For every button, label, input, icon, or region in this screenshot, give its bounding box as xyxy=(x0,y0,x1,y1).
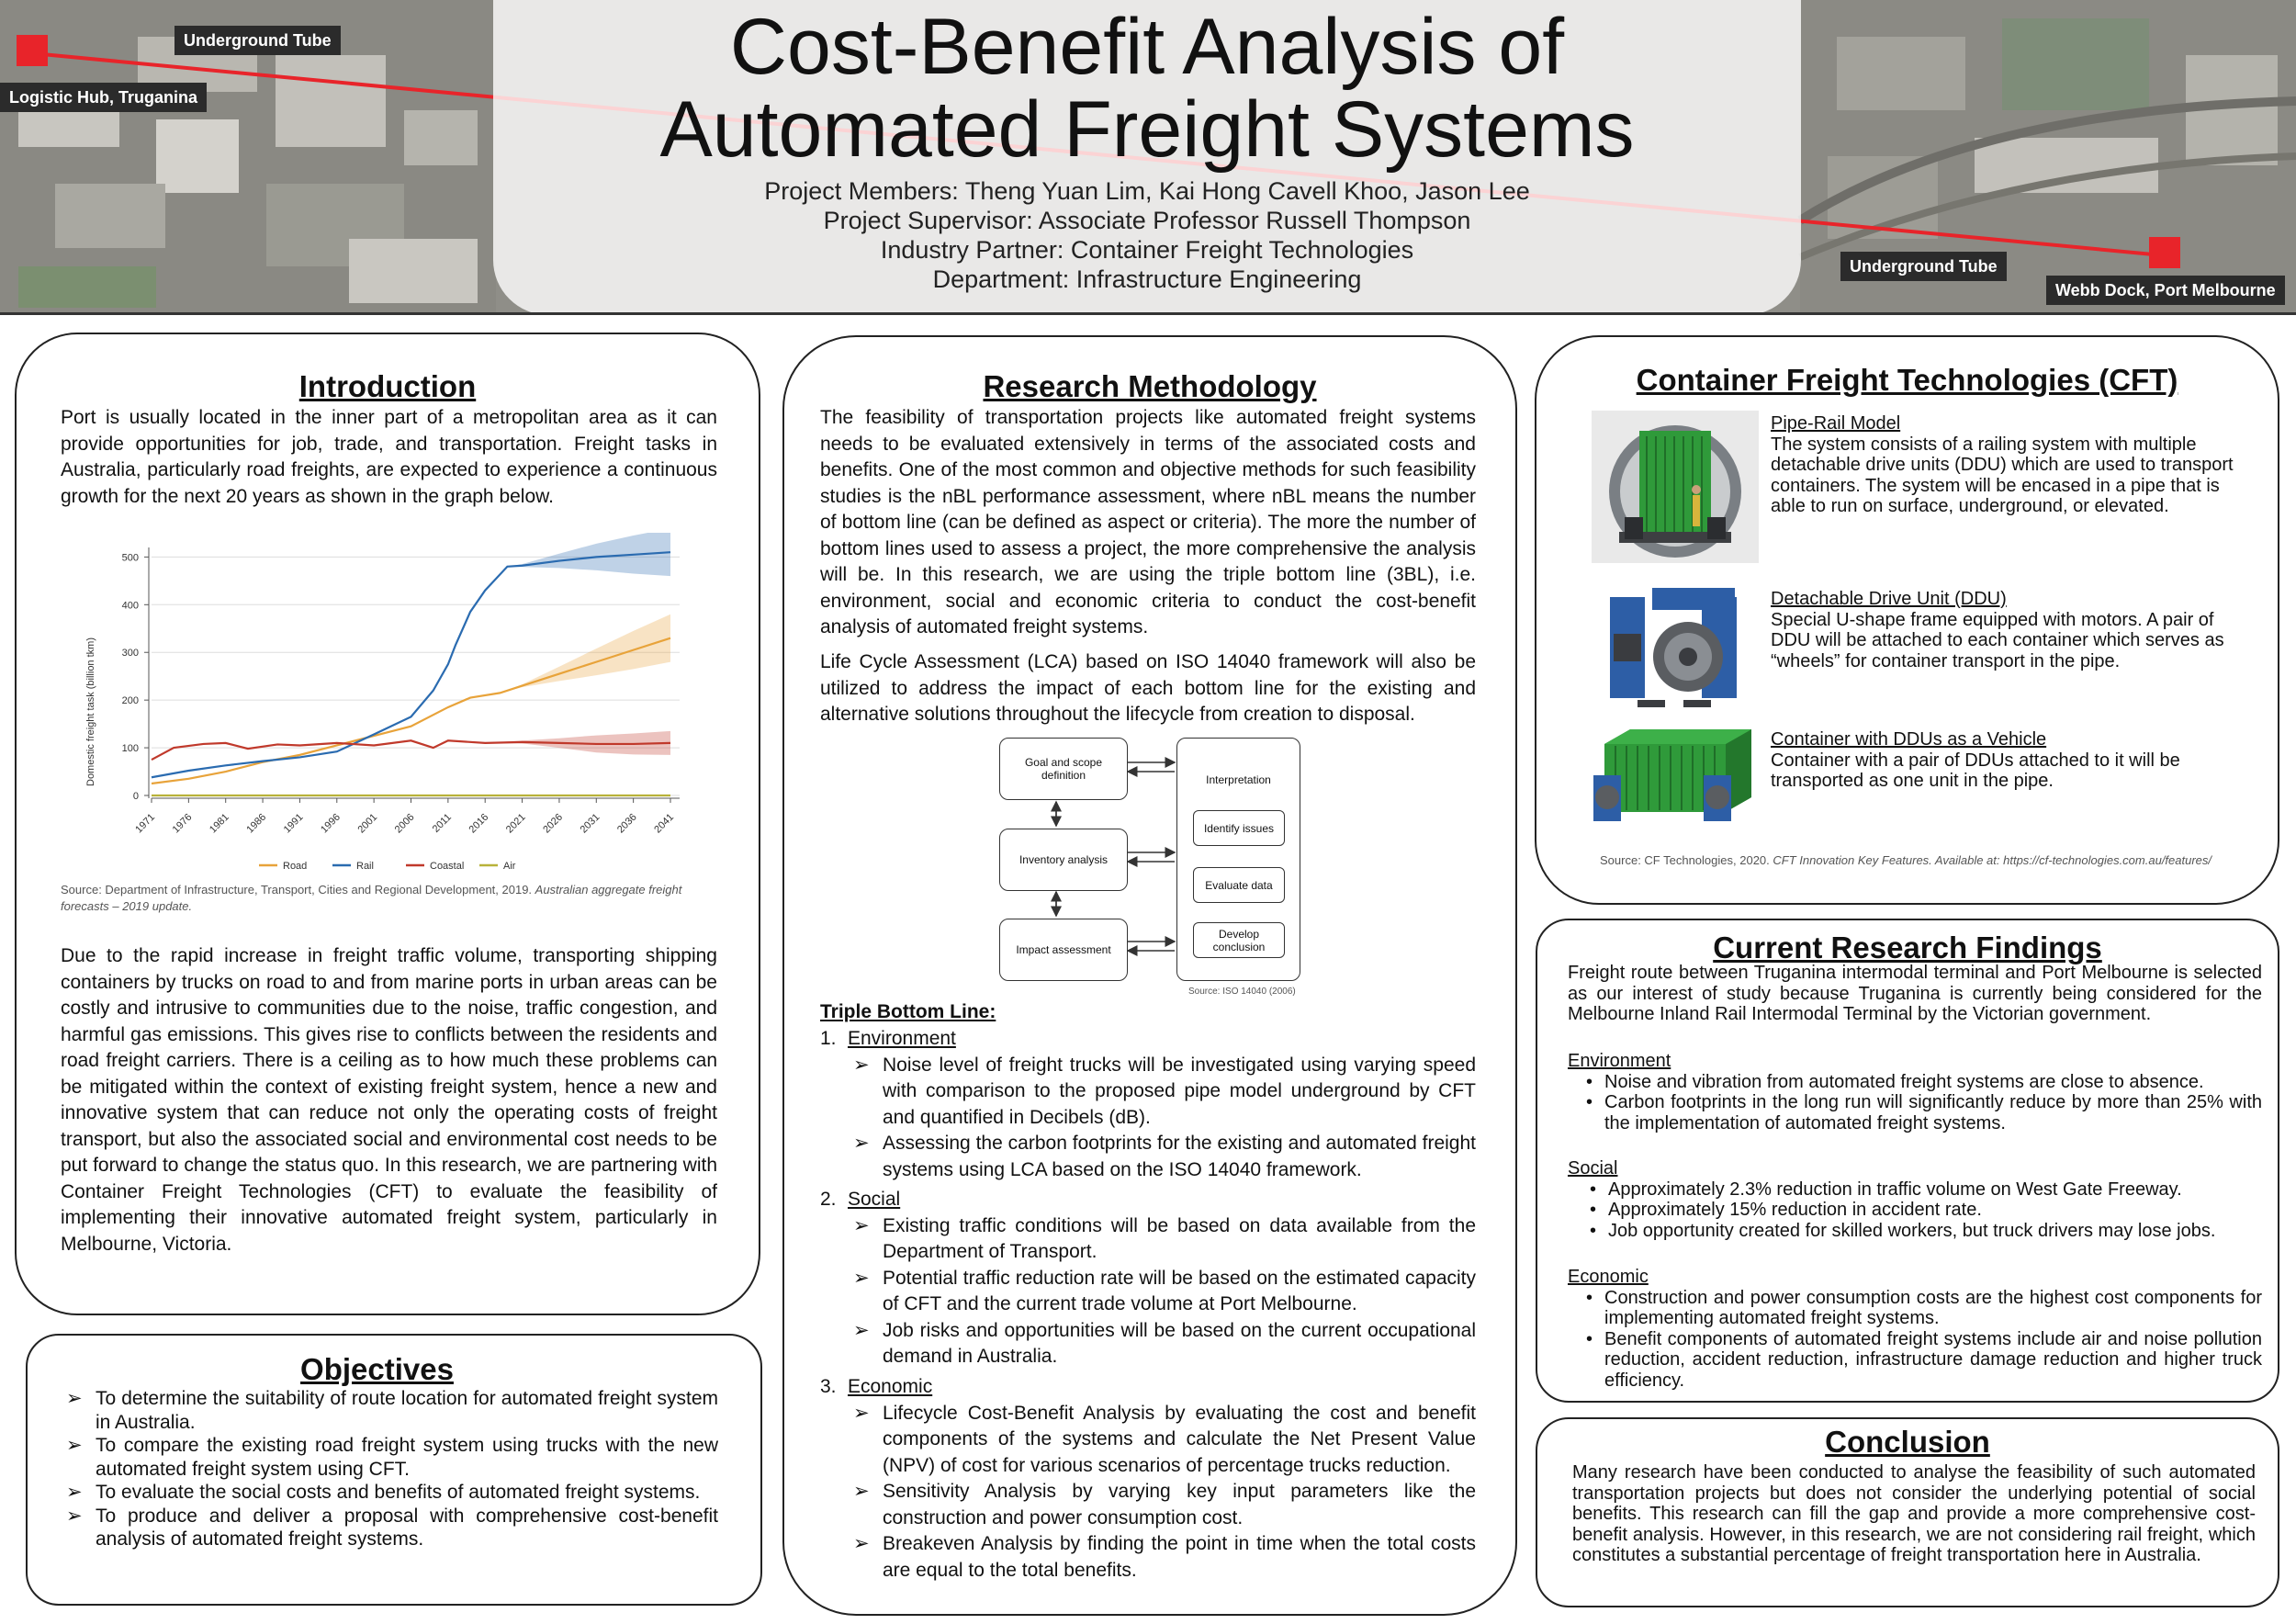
lca-identify-box: Identify issues xyxy=(1193,810,1285,846)
cft-item-text: Container with a pair of DDUs attached to it will be transported as one unit in the pipe. xyxy=(1771,750,2180,791)
container-ddu-image xyxy=(1593,724,1751,830)
tbl-item: ➢ Assessing the carbon footprints for the existing and automated freight systems using LCA based on the ISO 14040 framework. xyxy=(848,1131,1476,1183)
hub-marker xyxy=(17,35,48,66)
chart-y-tick-label: 300 xyxy=(121,648,139,660)
objective-item: ➢ To produce and deliver a proposal with comprehensive cost-benefit analysis of automated freight systems. xyxy=(61,1505,718,1551)
chart-legend-label-coastal: Coastal xyxy=(430,861,465,872)
chart-x-tick-label: 2031 xyxy=(578,811,602,836)
map-label-tube-right: Underground Tube xyxy=(1840,252,2007,281)
objectives-list xyxy=(61,1387,718,1551)
tbl-group-economic xyxy=(820,1374,1476,1584)
map-label-tube-left: Underground Tube xyxy=(174,26,341,55)
chart-x-tick-label: 1991 xyxy=(281,811,306,836)
findings-social-list xyxy=(1568,1179,2262,1242)
chart-y-tick-label: 0 xyxy=(132,791,139,802)
findings-group-social xyxy=(1568,1158,2262,1241)
lca-evaluate-box: Evaluate data xyxy=(1193,867,1285,903)
chart-legend-label-rail: Rail xyxy=(356,861,374,872)
findings-economic-list xyxy=(1568,1288,2262,1392)
objective-item: ➢ To compare the existing road freight system using trucks with the new automated freight system using CFT. xyxy=(61,1434,718,1481)
conclusion-title: Conclusion xyxy=(1825,1425,1990,1459)
objectives-title: Objectives xyxy=(300,1352,454,1386)
findings-group-economic xyxy=(1568,1267,2262,1391)
lca-source: Source: ISO 14040 (2006) xyxy=(1188,987,1296,997)
cft-item-container xyxy=(1771,729,2248,792)
poster-header xyxy=(0,0,2296,315)
industry-partner: Industry Partner: Container Freight Technologies xyxy=(880,236,1414,264)
tbl-group-number: 3. xyxy=(820,1376,837,1397)
introduction-chart-source xyxy=(61,882,722,915)
chart-x-tick-label: 2011 xyxy=(430,811,454,835)
findings-item: • Job opportunity created for skilled workers, but truck drivers may lose jobs. xyxy=(1571,1221,2262,1242)
tbl-item: ➢ Existing traffic conditions will be based on data available from the Department of Transport. xyxy=(848,1213,1476,1266)
chart-x-tick-label: 2041 xyxy=(652,811,677,836)
findings-title: Current Research Findings xyxy=(1713,930,2102,964)
chart-y-tick-label: 100 xyxy=(121,743,139,755)
tbl-item: ➢ Lifecycle Cost-Benefit Analysis by evaluating the cost and benefit components of the systems and calculate the Net Present Value (NPV) of cost for various scenarios of percentage trucks reduction. xyxy=(848,1401,1476,1480)
cft-source-plain: Source: CF Technologies, 2020. xyxy=(1600,853,1773,867)
findings-item: • Approximately 15% reduction in accident rate. xyxy=(1571,1200,2262,1221)
project-supervisor: Project Supervisor: Associate Professor Russell Thompson xyxy=(823,207,1471,234)
poster-title-line-1: Cost-Benefit Analysis of xyxy=(729,3,1565,91)
chart-y-tick-label: 500 xyxy=(121,552,139,564)
tbl-economic-list xyxy=(848,1401,1476,1585)
chart-x-tick-label: 2021 xyxy=(503,811,528,836)
introduction-source-plain: Source: Department of Infrastructure, Transport, Cities and Regional Development, 2019. xyxy=(61,883,535,897)
findings-item: • Construction and power consumption costs are the highest cost components for implementing automated freight systems. xyxy=(1568,1288,2262,1329)
chart-x-tick-label: 2036 xyxy=(614,811,639,836)
findings-item: • Noise and vibration from automated freight systems are close to absence. xyxy=(1568,1072,2262,1093)
chart-legend-label-air: Air xyxy=(503,861,516,872)
cft-item-text: Special U-shape frame equipped with motors. A pair of DDU will be attached to each container which serves as “wheels” for container transport in the pipe. xyxy=(1771,609,2224,671)
poster-title-line-2: Automated Freight Systems xyxy=(659,85,1635,174)
tbl-item: ➢ Job risks and opportunities will be based on the current occupational demand in Australia. xyxy=(848,1318,1476,1370)
tbl-item: ➢ Potential traffic reduction rate will be based on the estimated capacity of CFT and the current trade volume at Port Melbourne. xyxy=(848,1266,1476,1318)
findings-group-label: Economic xyxy=(1568,1267,1649,1287)
tbl-item: ➢ Sensitivity Analysis by varying key input parameters like the construction and power consumption cost. xyxy=(848,1479,1476,1531)
cft-item-heading: Pipe-Rail Model xyxy=(1771,413,1901,434)
chart-x-tick-label: 1976 xyxy=(170,811,195,836)
chart-legend-label-road: Road xyxy=(283,861,308,872)
ddu-image xyxy=(1601,579,1748,726)
chart-band-coastal xyxy=(152,731,670,760)
tbl-group-environment xyxy=(820,1026,1476,1183)
tbl-environment-list xyxy=(848,1053,1476,1184)
findings-group-label: Environment xyxy=(1568,1051,1671,1071)
department: Department: Infrastructure Engineering xyxy=(932,265,1362,293)
tbl-group-heading xyxy=(820,1374,1476,1401)
methodology-title: Research Methodology xyxy=(983,369,1317,403)
cft-item-text: The system consists of a railing system with multiple detachable drive units (DDU) which are used to transport containers. The system will be encased in a pipe that is able to run on surface, underground, or elevated. xyxy=(1771,434,2234,516)
chart-x-tick-label: 2006 xyxy=(392,811,417,836)
pipe-rail-image xyxy=(1592,411,1759,563)
introduction-paragraph-1: Port is usually located in the inner part of a metropolitan area as it can provide opportunities for job, trade, and transportation. Freight tasks in Australia, particularly road freights, are expected to experience a continuous growth for the next 20 years as shown in the graph below. xyxy=(61,407,717,507)
findings-intro: Freight route between Truganina intermodal terminal and Port Melbourne is selected as our interest of study because Truganina is currently being considered for the Melbourne Inland Rail Intermodal Terminal by the Victorian government. xyxy=(1568,963,2262,1024)
lca-develop-box: Develop conclusion xyxy=(1193,922,1285,958)
methodology-paragraph-2: Life Cycle Assessment (LCA) based on ISO 14040 framework will also be utilized to address the impact of each bottom line for the existing and alternative solutions throughout the lifecycle from creation to disposal. xyxy=(820,651,1476,725)
tbl-social-list xyxy=(848,1213,1476,1370)
lca-goal-box: Goal and scope definition xyxy=(999,738,1128,800)
lca-inventory-box: Inventory analysis xyxy=(999,829,1128,891)
dock-marker xyxy=(2149,237,2180,268)
cft-item-ddu xyxy=(1771,589,2248,671)
tbl-group-heading xyxy=(820,1187,1476,1213)
lca-impact-box: Impact assessment xyxy=(999,919,1128,981)
chart-x-tick-label: 1981 xyxy=(208,811,231,836)
tbl-group-label: Environment xyxy=(848,1028,956,1049)
chart-x-tick-label: 2016 xyxy=(467,811,491,836)
findings-group-environment xyxy=(1568,1051,2262,1133)
tbl-group-label: Economic xyxy=(848,1376,933,1397)
chart-y-tick-label: 200 xyxy=(121,695,139,707)
cft-title: Container Freight Technologies (CFT) xyxy=(1636,363,2178,397)
tbl-group-number: 1. xyxy=(820,1028,837,1049)
chart-x-tick-label: 1971 xyxy=(133,811,158,836)
chart-x-tick-label: 2026 xyxy=(541,811,566,836)
tbl-item: ➢ Breakeven Analysis by finding the point in time when the total costs are equal to the total benefits. xyxy=(848,1531,1476,1584)
tbl-group-social xyxy=(820,1187,1476,1370)
project-members: Project Members: Theng Yuan Lim, Kai Hong Cavell Khoo, Jason Lee xyxy=(764,177,1530,205)
objective-item: ➢ To evaluate the social costs and benefits of automated freight systems. xyxy=(61,1481,718,1505)
tbl-group-heading xyxy=(820,1026,1476,1053)
chart-band-road xyxy=(152,615,670,784)
lca-diagram xyxy=(992,735,1304,1001)
findings-item: • Benefit components of automated freight systems include air and noise pollution reduction, accident reduction, infrastructure damage reduction and higher truck efficiency. xyxy=(1568,1329,2262,1392)
cft-item-heading: Container with DDUs as a Vehicle xyxy=(1771,729,2047,750)
conclusion-text: Many research have been conducted to analyse the feasibility of such automated transportation projects but does not consider the underlying potential of social benefits. This research can fill the gap and provide a more comprehensive cost-benefit analysis. However, in this research, we are not considering rail freight, which constitutes a substantial percentage of freight transportation here in Australia. xyxy=(1572,1462,2256,1565)
chart-ylabel: Domestic freight task (billion tkm) xyxy=(85,637,96,786)
findings-item: • Carbon footprints in the long run will significantly reduce by more than 25% with the implementation of automated freight systems. xyxy=(1568,1092,2262,1133)
chart-x-tick-label: 1996 xyxy=(319,811,343,836)
triple-bottom-line-heading: Triple Bottom Line: xyxy=(820,1001,996,1022)
findings-group-label: Social xyxy=(1568,1158,1618,1179)
cft-source xyxy=(1600,852,2261,869)
objective-item: ➢ To determine the suitability of route location for automated freight system in Australia. xyxy=(61,1387,718,1434)
findings-environment-list xyxy=(1568,1072,2262,1134)
cft-source-italic: CFT Innovation Key Features. Available at: https://cf-technologies.com.au/features/ xyxy=(1773,853,2212,867)
findings-item: • Approximately 2.3% reduction in traffic volume on West Gate Freeway. xyxy=(1571,1179,2262,1201)
cft-item-pipe-rail xyxy=(1771,413,2248,517)
chart-x-tick-label: 1986 xyxy=(244,811,269,836)
map-label-dock: Webb Dock, Port Melbourne xyxy=(2046,276,2285,305)
chart-y-tick-label: 400 xyxy=(121,600,139,612)
introduction-paragraph-2: Due to the rapid increase in freight traffic volume, transporting shipping containers by trucks on road to and from marine ports in urban areas can be costly and intrusive to communities due to the noise, traffic congestion, and harmful gas emissions. This gives rise to conflicts between the residents and road freight carriers. There is a ceiling as to how much these problems can be mitigated within the context of existing freight system, hence a new and innovative system that can reduce not only the operating costs of freight transport, but also the associated social and environmental cost needs to be put forward to change the status quo. In this research, we are partnering with Container Freight Technologies (CFT) to evaluate the feasibility of implementing their innovative automated freight system, particularly in Melbourne, Victoria. xyxy=(61,945,717,1255)
tbl-group-number: 2. xyxy=(820,1189,837,1210)
map-label-hub: Logistic Hub, Truganina xyxy=(0,83,207,112)
introduction-source-italic: Australian aggregate freight forecasts – 2019 update. xyxy=(61,883,682,913)
lca-interpretation-label: Interpretation xyxy=(1206,773,1271,786)
methodology-paragraph-1: The feasibility of transportation projects like automated freight systems needs to be evaluated extensively in terms of the associated costs and benefits. One of the most common and objective methods for such feasibility studies is the nBL performance assessment, where nBL means the number of bottom line (can be defined as aspect or criteria). The more the number of bottom lines used to assess a project, the more comprehensive the analysis will be. In this research, we are using the triple bottom line (3BL), i.e. environment, social and economic criteria to conduct the cost-benefit analysis of automated freight systems. xyxy=(820,407,1476,637)
chart-x-tick-label: 2001 xyxy=(355,811,380,836)
cft-item-heading: Detachable Drive Unit (DDU) xyxy=(1771,589,2007,609)
freight-forecast-chart xyxy=(46,533,744,882)
tbl-item: ➢ Noise level of freight trucks will be investigated using varying speed with comparison to the proposed pipe model underground by CFT and quantified in Decibels (dB). xyxy=(848,1053,1476,1132)
tbl-group-label: Social xyxy=(848,1189,901,1210)
introduction-title: Introduction xyxy=(298,369,477,403)
